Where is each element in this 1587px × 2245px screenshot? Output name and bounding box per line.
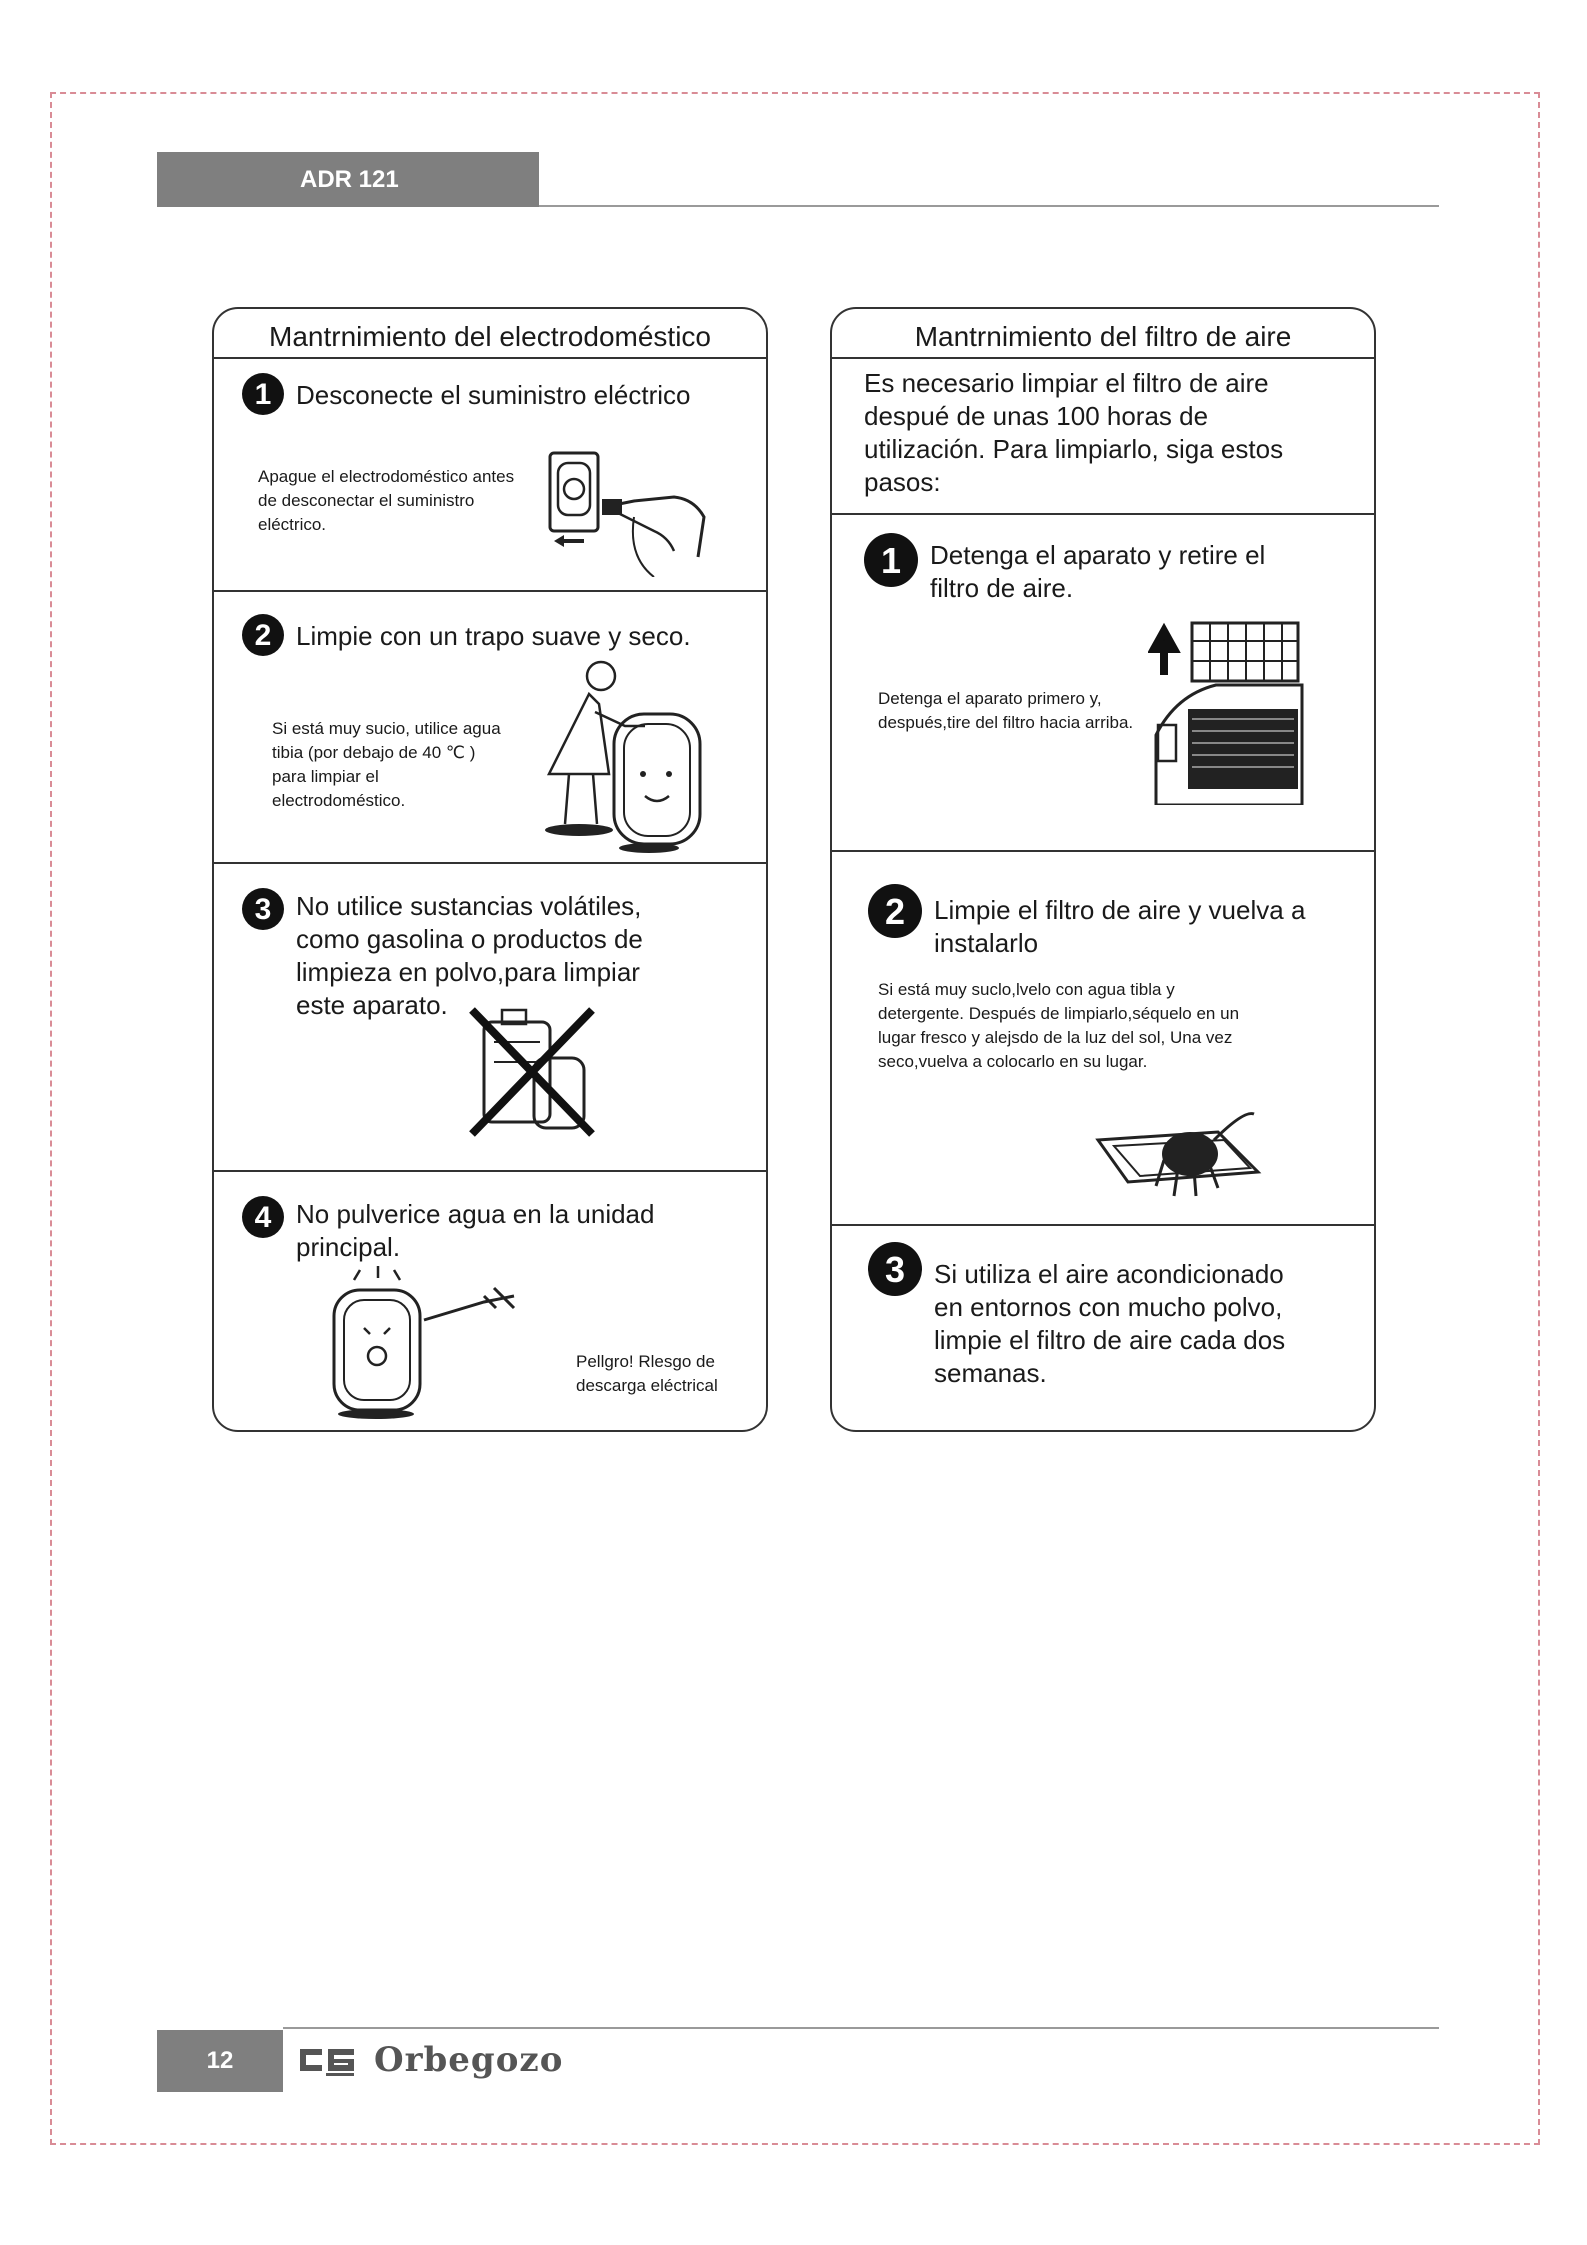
step-section: [214, 359, 766, 592]
panel-title: Mantrnimiento del electrodoméstico: [214, 309, 766, 359]
orbegozo-logo-icon: [298, 2043, 356, 2077]
step-heading: [242, 614, 752, 656]
step-number: 4: [242, 1196, 284, 1238]
no-chemicals-icon: [464, 1002, 604, 1142]
filter-removal-icon: [1148, 615, 1308, 805]
appliance-maintenance-panel: [212, 307, 768, 1432]
step-number: 1: [242, 373, 284, 415]
panel-title: Mantrnimiento del filtro de aire: [832, 309, 1374, 359]
step-note: Detenga el aparato primero y, después,tire del filtro hacia arriba.: [878, 689, 1134, 732]
unplug-icon: [544, 447, 714, 577]
header-divider: [539, 205, 1439, 207]
intro-section: [832, 359, 1374, 515]
cleaning-icon: [509, 654, 709, 854]
step-number: 3: [242, 888, 284, 930]
filter-cleaning-icon: [1094, 1110, 1264, 1210]
step-text: No pulverice agua en la unidad principal.: [296, 1199, 655, 1262]
brand-logo: [298, 2040, 563, 2080]
step-section: [214, 592, 766, 864]
step-section: [214, 1172, 766, 1432]
step-number: 2: [868, 884, 922, 938]
model-label: ADR 121: [157, 152, 539, 207]
step-heading: [864, 533, 1344, 605]
step-text: No utilice sustancias volátiles, como gasolina o productos de limpieza en polvo,para limpiar este aparato.: [296, 891, 643, 1020]
step-number: 2: [242, 614, 284, 656]
step-number: 3: [868, 1242, 922, 1296]
page-number: 12: [157, 2030, 283, 2092]
footer-divider: [283, 2027, 1439, 2029]
step-text: Limpie el filtro de aire y vuelva a instalarlo: [934, 895, 1306, 958]
step-heading: [242, 1196, 742, 1264]
step-heading: [242, 373, 742, 415]
step-note: Apague el electrodoméstico antes de desconectar el suministro eléctrico.: [258, 467, 515, 534]
step-section: [214, 864, 766, 1172]
intro-text: Es necesario limpiar el filtro de aire despué de unas 100 horas de utilización. Para limpiarlo, siga estos pasos:: [864, 368, 1284, 497]
step-heading: [868, 884, 1348, 960]
step-section: [832, 515, 1374, 852]
step-note: Pellgro! Rlesgo de descarga eléctrical: [576, 1352, 718, 1395]
step-section: [832, 1226, 1374, 1432]
step-text: Si utiliza el aire acondicionado en entornos con mucho polvo, limpie el filtro de aire cada dos semanas.: [934, 1259, 1286, 1388]
step-number: 1: [864, 533, 918, 587]
air-filter-maintenance-panel: [830, 307, 1376, 1432]
step-text: Detenga el aparato y retire el filtro de aire.: [930, 540, 1266, 603]
step-text: Limpie con un trapo suave y seco.: [296, 621, 691, 651]
step-note: Si está muy suclo,lvelo con agua tibla y detergente. Después de limpiarlo,séquelo en un lugar fresco y alejsdo de la luz del sol, Una vez seco,vuelva a colocarlo en su lugar.: [878, 980, 1240, 1071]
step-note: Si está muy sucio, utilice agua tibia (por debajo de 40 ℃ ) para limpiar el electrodoméstico.: [272, 719, 501, 810]
brand-name: Orbegozo: [374, 2040, 564, 2080]
step-section: [832, 852, 1374, 1226]
water-spray-icon: [314, 1260, 534, 1420]
step-heading: [868, 1242, 1348, 1390]
step-text: Desconecte el suministro eléctrico: [296, 380, 691, 410]
